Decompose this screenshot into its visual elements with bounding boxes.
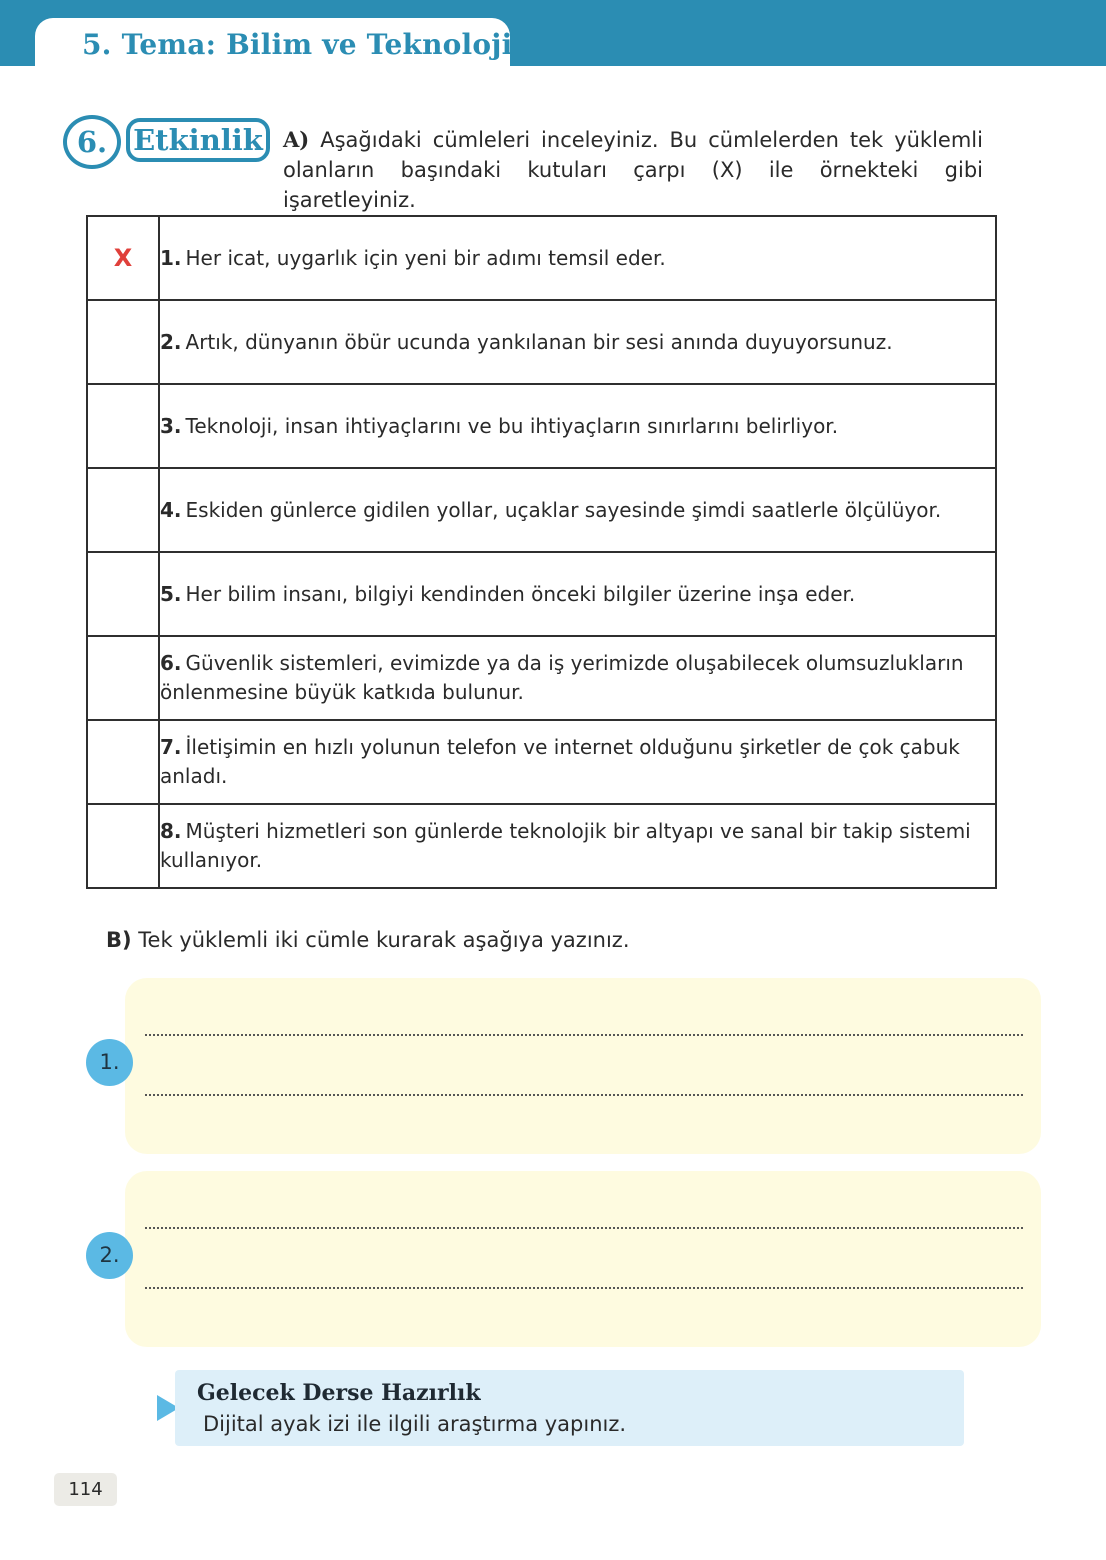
sentence-cell bbox=[159, 300, 996, 384]
sentence-number: 1. bbox=[160, 245, 182, 270]
sentence-cell bbox=[159, 384, 996, 468]
next-lesson-text: Dijital ayak izi ile ilgili araştırma yapınız. bbox=[203, 1412, 627, 1436]
sentence-number: 6. bbox=[160, 651, 182, 675]
table-row bbox=[87, 552, 996, 636]
part-b-text: Tek yüklemli iki cümle kurarak aşağıya yazınız. bbox=[138, 928, 630, 952]
sentence-cell bbox=[159, 216, 996, 300]
sentence-cell bbox=[159, 720, 996, 804]
checkbox-cell[interactable] bbox=[87, 300, 159, 384]
part-b-marker: B) bbox=[106, 928, 132, 952]
table-row bbox=[87, 804, 996, 888]
activity-label: Etkinlik bbox=[126, 118, 270, 162]
answer-line[interactable] bbox=[145, 1227, 1023, 1229]
checkbox-cell[interactable] bbox=[87, 720, 159, 804]
sentence-text: Her icat, uygarlık için yeni bir adımı temsil eder. bbox=[185, 245, 666, 270]
sentence-text: Her bilim insanı, bilgiyi kendinden önceki bilgiler üzerine inşa eder. bbox=[185, 581, 856, 606]
table-row bbox=[87, 384, 996, 468]
sentence-number: 2. bbox=[160, 329, 182, 354]
answer-line[interactable] bbox=[145, 1287, 1023, 1289]
part-a-text: Aşağıdaki cümleleri inceleyiniz. Bu cümlelerden tek yüklemli olanların başındaki kutuları çarpı (X) ile örnekteki gibi işaretleyiniz. bbox=[283, 128, 983, 212]
checkbox-cell[interactable] bbox=[87, 468, 159, 552]
sentence-number: 4. bbox=[160, 497, 182, 522]
answer-number-2: 2. bbox=[86, 1232, 133, 1279]
table-row bbox=[87, 300, 996, 384]
page-number: 114 bbox=[54, 1473, 117, 1506]
sentence-number: 3. bbox=[160, 413, 182, 438]
answer-number-1: 1. bbox=[86, 1039, 133, 1086]
sentence-text: Artık, dünyanın öbür ucunda yankılanan bir sesi anında duyuyorsunuz. bbox=[185, 329, 893, 354]
checkbox-cell[interactable] bbox=[87, 636, 159, 720]
answer-line[interactable] bbox=[145, 1094, 1023, 1096]
table-row bbox=[87, 216, 996, 300]
answer-box-2[interactable] bbox=[125, 1171, 1041, 1347]
activity-number: 6. bbox=[63, 115, 121, 169]
sentence-text: Teknoloji, insan ihtiyaçlarını ve bu ihtiyaçların sınırlarını belirliyor. bbox=[185, 413, 839, 438]
part-b-instruction bbox=[106, 928, 630, 952]
answer-box-1[interactable] bbox=[125, 978, 1041, 1154]
sentence-cell bbox=[159, 804, 996, 888]
sentence-text: Eskiden günlerce gidilen yollar, uçaklar sayesinde şimdi saatlerle ölçülüyor. bbox=[185, 497, 942, 522]
activity-badge bbox=[60, 112, 280, 182]
table-row bbox=[87, 468, 996, 552]
answer-line[interactable] bbox=[145, 1034, 1023, 1036]
sentence-table bbox=[86, 215, 997, 889]
theme-title: 5. Tema: Bilim ve Teknoloji bbox=[82, 28, 513, 61]
sentence-cell bbox=[159, 636, 996, 720]
table-row bbox=[87, 636, 996, 720]
part-a-instruction bbox=[283, 125, 983, 215]
table-row bbox=[87, 720, 996, 804]
next-lesson-title: Gelecek Derse Hazırlık bbox=[197, 1380, 481, 1406]
sentence-number: 7. bbox=[160, 735, 182, 759]
checkbox-cell[interactable] bbox=[87, 384, 159, 468]
sentence-cell bbox=[159, 552, 996, 636]
checkbox-cell[interactable]: X bbox=[87, 216, 159, 300]
sentence-text: Güvenlik sistemleri, evimizde ya da iş yerimizde oluşabilecek olumsuzlukların önlenmesine büyük katkıda bulunur. bbox=[160, 651, 964, 704]
sentence-cell bbox=[159, 468, 996, 552]
sentence-number: 8. bbox=[160, 819, 182, 843]
sentence-text: İletişimin en hızlı yolunun telefon ve internet olduğunu şirketler de çok çabuk anladı. bbox=[160, 735, 960, 788]
sentence-text: Müşteri hizmetleri son günlerde teknolojik bir altyapı ve sanal bir takip sistemi kullanıyor. bbox=[160, 819, 971, 872]
next-lesson-box bbox=[175, 1370, 964, 1446]
checkbox-cell[interactable] bbox=[87, 552, 159, 636]
sentence-number: 5. bbox=[160, 581, 182, 606]
part-a-marker: A) bbox=[283, 127, 310, 152]
checkbox-cell[interactable] bbox=[87, 804, 159, 888]
